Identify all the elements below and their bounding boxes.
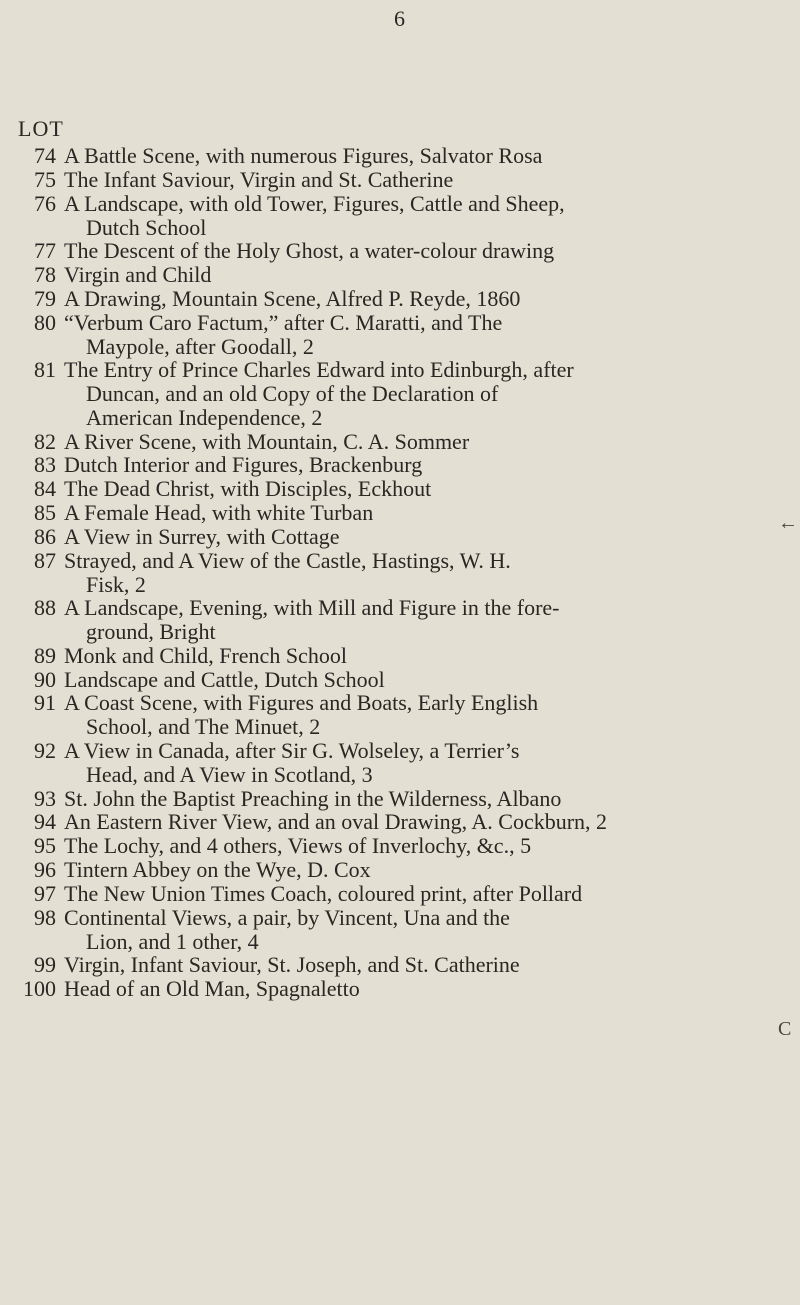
- lot-number: 80: [34, 309, 56, 335]
- lot-number: 88: [34, 595, 56, 621]
- margin-mark: ←: [778, 512, 798, 534]
- lot-description-line: A Drawing, Mountain Scene, Alfred P. Reyde, 1860: [64, 285, 521, 311]
- lot-description: [64, 263, 782, 287]
- lot-description-line: Virgin, Infant Saviour, St. Joseph, and St. Catherine: [64, 952, 520, 978]
- lot-description: [64, 192, 782, 240]
- lot-description: [64, 977, 782, 1001]
- lot-description-line: The Entry of Prince Charles Edward into Edinburgh, after: [64, 357, 574, 383]
- lot-description: [64, 834, 782, 858]
- lot-description: [64, 168, 782, 192]
- lot-description: [64, 858, 782, 882]
- lot-description-continuation: Maypole, after Goodall, 2: [86, 333, 314, 359]
- lot-number: 93: [34, 785, 56, 811]
- lot-number: 100: [23, 976, 56, 1001]
- lot-description-continuation: School, and The Minuet, 2: [86, 714, 321, 740]
- lot-column-header: LOT: [18, 116, 64, 141]
- lot-number: 97: [34, 880, 56, 906]
- lot-description-line: An Eastern River View, and an oval Drawing, A. Cockburn, 2: [64, 809, 608, 835]
- lot-description-line: Virgin and Child: [64, 262, 212, 287]
- lot-number: 92: [34, 738, 56, 763]
- lot-description-line: The Infant Saviour, Virgin and St. Catherine: [64, 166, 454, 192]
- lot-number: 85: [34, 500, 56, 525]
- lot-description: [64, 906, 782, 954]
- lot-description-line: A View in Canada, after Sir G. Wolseley, a Terrier’s: [64, 738, 520, 763]
- lot-number: 90: [34, 666, 56, 692]
- lot-number: 82: [34, 428, 56, 454]
- lot-number: 84: [34, 476, 56, 502]
- lot-description: [64, 501, 782, 525]
- lot-description: [64, 525, 782, 549]
- lot-description: [64, 287, 782, 311]
- lot-description-line: Head of an Old Man, Spagnaletto: [64, 976, 360, 1001]
- lot-description-line: The Lochy, and 4 others, Views of Inverlochy, &c., 5: [64, 833, 532, 859]
- lot-description-line: Landscape and Cattle, Dutch School: [64, 666, 385, 692]
- lot-description-line: Strayed, and A View of the Castle, Hastings, W. H.: [64, 547, 511, 573]
- lot-number: 95: [34, 833, 56, 859]
- lot-description: [64, 358, 782, 430]
- lot-number: 83: [34, 452, 56, 478]
- lot-description-line: St. John the Baptist Preaching in the Wilderness, Albano: [64, 785, 562, 811]
- lot-description: [64, 691, 782, 739]
- page-number: 6: [394, 6, 406, 31]
- lot-description: [64, 239, 782, 263]
- lot-number: 96: [34, 857, 56, 882]
- lot-description: [64, 144, 782, 168]
- lot-description-continuation: Head, and A View in Scotland, 3: [86, 762, 373, 787]
- lot-description: [64, 810, 782, 834]
- lot-number: 76: [34, 190, 56, 216]
- lot-description: [64, 739, 782, 787]
- lot-description-line: Tintern Abbey on the Wye, D. Cox: [64, 857, 371, 882]
- lot-description-continuation: Fisk, 2: [86, 571, 146, 597]
- lot-description-line: Monk and Child, French School: [64, 642, 347, 668]
- lot-description-line: A Female Head, with white Turban: [64, 500, 374, 525]
- lot-number: 86: [34, 523, 56, 549]
- lot-number: 74: [34, 143, 56, 168]
- lot-number: 75: [34, 166, 56, 192]
- lot-description-line: The Dead Christ, with Disciples, Eckhout: [64, 476, 432, 502]
- lot-number: 87: [34, 547, 56, 573]
- lot-description: [64, 311, 782, 359]
- lot-description-line: A River Scene, with Mountain, C. A. Sommer: [64, 428, 470, 454]
- lot-number: 79: [34, 285, 56, 311]
- lot-description: [64, 668, 782, 692]
- lot-number: 81: [34, 357, 56, 383]
- lot-description-line: Dutch Interior and Figures, Brackenburg: [64, 452, 423, 478]
- lot-description-line: A Battle Scene, with numerous Figures, Salvator Rosa: [64, 143, 543, 168]
- lot-description-continuation: ground, Bright: [86, 619, 216, 645]
- lot-number: 99: [34, 952, 56, 978]
- lot-number: 78: [34, 262, 56, 287]
- lot-number: 89: [34, 642, 56, 668]
- lot-description-line: “Verbum Caro Factum,” after C. Maratti, and The: [64, 309, 503, 335]
- lot-description: [64, 644, 782, 668]
- lot-description-continuation: Duncan, and an old Copy of the Declaration of: [86, 381, 499, 407]
- lot-description-line: A Coast Scene, with Figures and Boats, Early English: [64, 690, 539, 716]
- lot-description: [64, 953, 782, 977]
- lot-description-continuation: Lion, and 1 other, 4: [86, 928, 259, 954]
- lot-description-line: A Landscape, with old Tower, Figures, Cattle and Sheep,: [64, 190, 565, 216]
- lot-description-line: A View in Surrey, with Cottage: [64, 523, 340, 549]
- lot-description-continuation: American Independence, 2: [86, 405, 323, 431]
- margin-mark: C: [778, 1018, 792, 1040]
- lot-description: [64, 549, 782, 597]
- lot-description-line: Continental Views, a pair, by Vincent, Una and the: [64, 904, 510, 930]
- lot-description: [64, 596, 782, 644]
- lot-number: 77: [34, 238, 56, 264]
- lot-description: [64, 477, 782, 501]
- lot-number: 94: [34, 809, 56, 835]
- lot-number: 91: [34, 690, 56, 716]
- lot-description-line: The Descent of the Holy Ghost, a water-colour drawing: [64, 238, 555, 264]
- lot-number: 98: [34, 904, 56, 930]
- lot-description: [64, 787, 782, 811]
- lot-description-line: A Landscape, Evening, with Mill and Figure in the fore-: [64, 595, 560, 621]
- lot-description: [64, 882, 782, 906]
- lot-description-continuation: Dutch School: [86, 214, 207, 240]
- lot-description: [64, 430, 782, 454]
- lot-description-line: The New Union Times Coach, coloured print, after Pollard: [64, 880, 583, 906]
- lot-description: [64, 453, 782, 477]
